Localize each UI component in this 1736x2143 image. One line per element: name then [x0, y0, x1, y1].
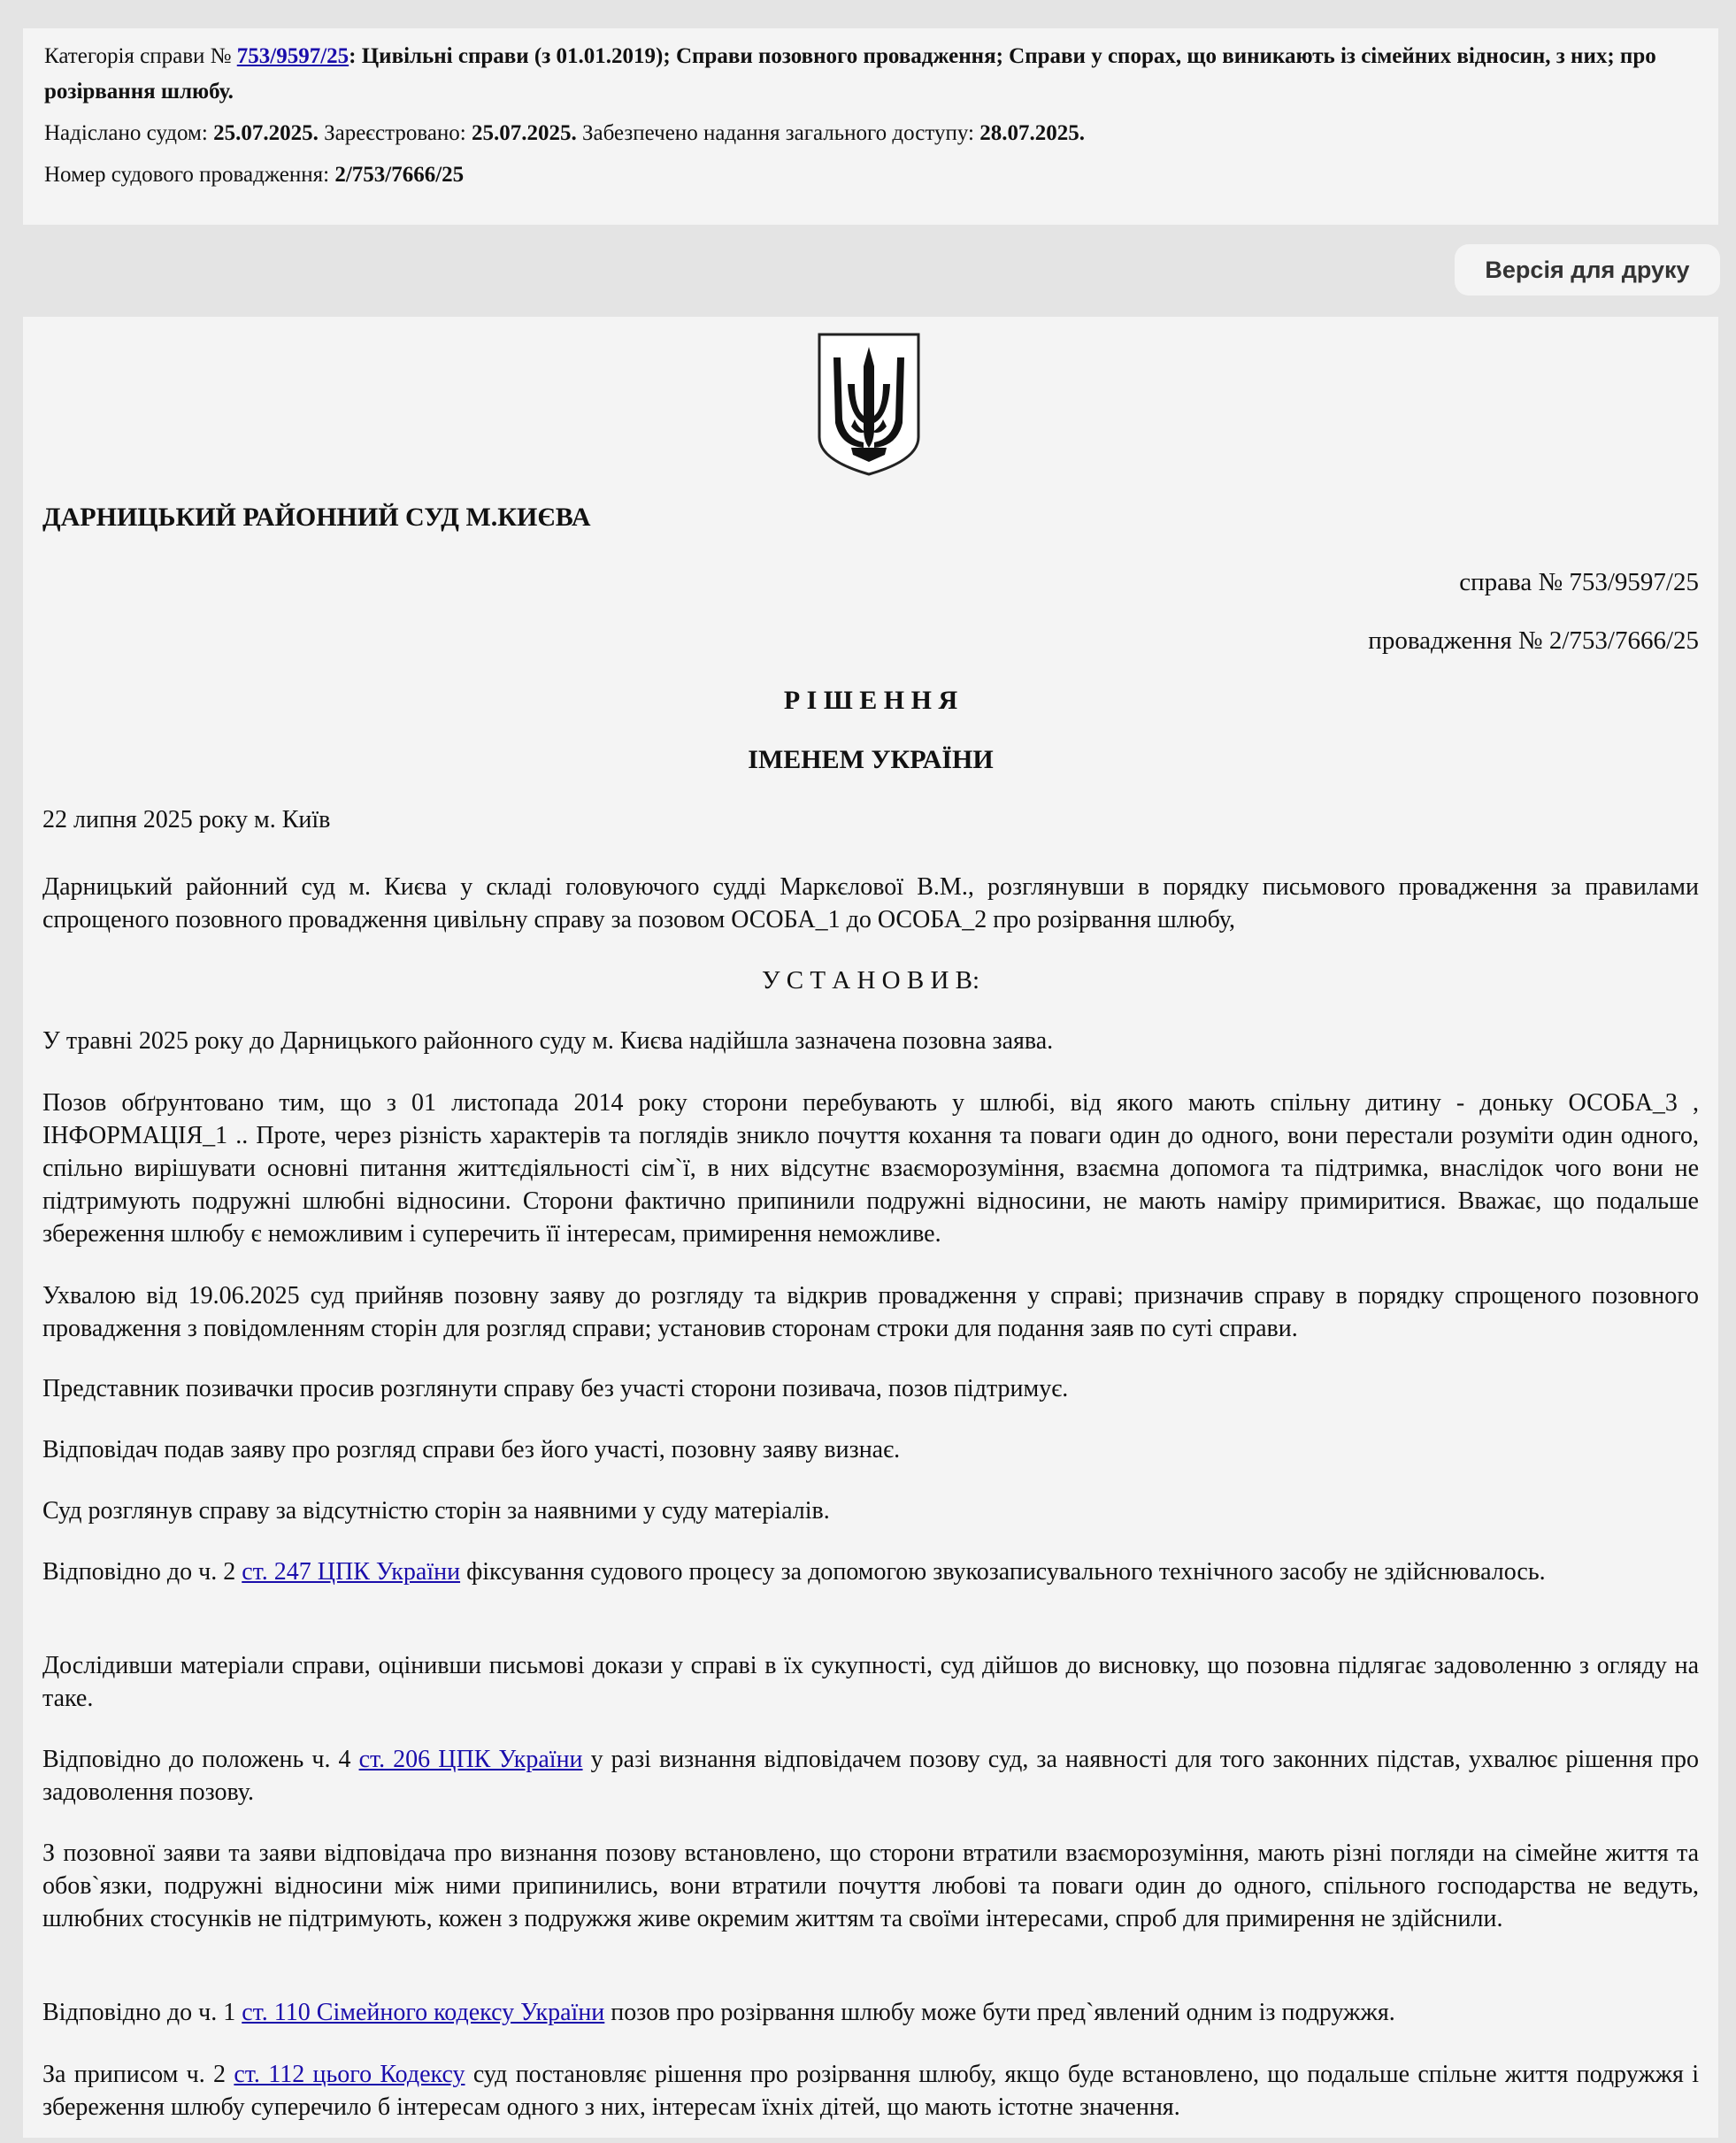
proceeding-number: Номер судового провадження: 2/753/7666/25	[44, 163, 465, 187]
decision-document	[23, 317, 1718, 2138]
paragraph-2: Позов обґрунтовано тим, що з 01 листопада 2014 року сторони перебувають у шлюбі, від якого мають спільну дитину - доньку ОСОБА_3 , ІНФОРМАЦІЯ_1 .. Проте, через різність характерів та поглядів зникло почуття кохання та поваги один до одного, вони перестали розуміти один одного, спільно вирішувати основні питання життєдіяльності сім`ї, в них відсутнє взаєморозуміння, взаємна допомога та підтримка, внаслідок чого вони не підтримують подружні шлюбні відносини. Сторони фактично припинили подружні відносини, не мають наміру примиритися. Вважає, що подальше збереження шлюбу є неможливим і суперечить її інтересам, примирення неможливе.	[42, 1089, 1699, 1248]
paragraph-8: Дослідивши матеріали справи, оцінивши письмові докази у справі в їх сукупності, суд дійшов до висновку, що позовна підлягає задоволенню з огляду на таке.	[42, 1652, 1699, 1712]
article-110-link[interactable]: ст. 110 Сімейного кодексу України	[242, 1999, 605, 2026]
category-text: : Цивільні справи (з 01.01.2019); Справи позовного провадження; Справи у спорах, що виникають із сімейних відносин, з них; про розірвання шлюбу.	[44, 44, 1656, 104]
decision-title: Р І Ш Е Н Н Я	[783, 686, 958, 715]
court-name: ДАРНИЦЬКИЙ РАЙОННИЙ СУД М.КИЄВА	[42, 503, 591, 532]
paragraph-6: Суд розглянув справу за відсутністю сторін за наявними у суду матеріалів.	[42, 1497, 830, 1525]
decision-subtitle: ІМЕНЕМ УКРАЇНИ	[748, 745, 994, 774]
registered-date: 25.07.2025.	[472, 121, 577, 145]
intro-paragraph: Дарницький районний суд м. Києва у складі головуючого судді Маркєлової В.М., розглянувши в порядку письмового провадження за правилами спрощеного позовного провадження цивільну справу за позовом ОСОБА_1 до ОСОБА_2 про розірвання шлюбу,	[42, 873, 1699, 933]
article-247-link[interactable]: ст. 247 ЦПК України	[242, 1558, 461, 1586]
access-date: 28.07.2025.	[979, 121, 1085, 145]
paragraph-12: За приписом ч. 2 ст. 112 цього Кодексу суд постановляє рішення про розірвання шлюбу, якщо буде встановлено, що подальше спільне життя подружжя і збереження шлюбу суперечило б інтересам одного з них, інтересам їхніх дітей, що мають істотне значення.	[42, 2061, 1699, 2121]
established-heading: У С Т А Н О В И В:	[761, 966, 980, 995]
paragraph-9: Відповідно до положень ч. 4 ст. 206 ЦПК України у разі визнання відповідачем позову суд, за наявності для того законних підстав, ухвалює рішення про задоволення позову.	[42, 1746, 1700, 1806]
paragraph-1: У травні 2025 року до Дарницького районного суду м. Києва надійшла зазначена позовна заява.	[42, 1027, 1054, 1055]
paragraph-11: Відповідно до ч. 1 ст. 110 Сімейного кодексу України позов про розірвання шлюбу може бути пред`явлений одним із подружжя.	[42, 1999, 1395, 2026]
ukraine-coat-of-arms-icon	[816, 331, 922, 478]
paragraph-4: Представник позивачки просив розглянути справу без участі сторони позивача, позов підтримує.	[42, 1375, 1069, 1402]
proceeding-reference: провадження № 2/753/7666/25	[1368, 626, 1699, 655]
paragraph-5: Відповідач подав заяву про розгляд справи без його участі, позовну заяву визнає.	[42, 1436, 901, 1463]
case-category: Категорія справи № 753/9597/25: Цивільні справи (з 01.01.2019); Справи позовного провадження; Справи у спорах, що виникають із сімейних відносин, з них; про розірвання шлюбу.	[44, 44, 1656, 104]
print-version-button[interactable]: Версія для друку	[1455, 244, 1720, 296]
page-frame	[5, 5, 1731, 2138]
sent-date: 25.07.2025.	[213, 121, 319, 145]
article-206-link[interactable]: ст. 206 ЦПК України	[358, 1746, 583, 1773]
case-info-panel	[23, 28, 1718, 225]
paragraph-7: Відповідно до ч. 2 ст. 247 ЦПК України фіксування судового процесу за допомогою звукозаписувального технічного засобу не здійснювалось.	[42, 1558, 1546, 1586]
article-112-link[interactable]: ст. 112 цього Кодексу	[234, 2061, 465, 2088]
paragraph-3: Ухвалою від 19.06.2025 суд прийняв позовну заяву до розгляду та відкрив провадження у справі; призначив справу в порядку спрощеного позовного провадження з повідомленням сторін для розгляд справи; установив сторонам строки для подання заяв по суті справи.	[42, 1282, 1699, 1342]
case-number-link[interactable]: 753/9597/25	[236, 44, 350, 68]
case-dates: Надіслано судом: 25.07.2025. Зареєстровано: 25.07.2025. Забезпечено надання загального доступу: 28.07.2025.	[44, 121, 1085, 145]
date-place: 22 липня 2025 року м. Київ	[42, 806, 331, 833]
paragraph-10: З позовної заяви та заяви відповідача про визнання позову встановлено, що сторони втратили взаєморозуміння, мають різні погляди на сімейне життя та обов`язки, подружні відносини між ними припинились, вони втратили почуття любові та поваги один до одного, спільного господарства не ведуть, шлюбних стосунків не підтримують, кожен з подружжя живе окремим життям та своїми інтересами, спроб для примирення не здійснили.	[42, 1840, 1699, 1932]
case-reference: справа № 753/9597/25	[1459, 568, 1699, 596]
